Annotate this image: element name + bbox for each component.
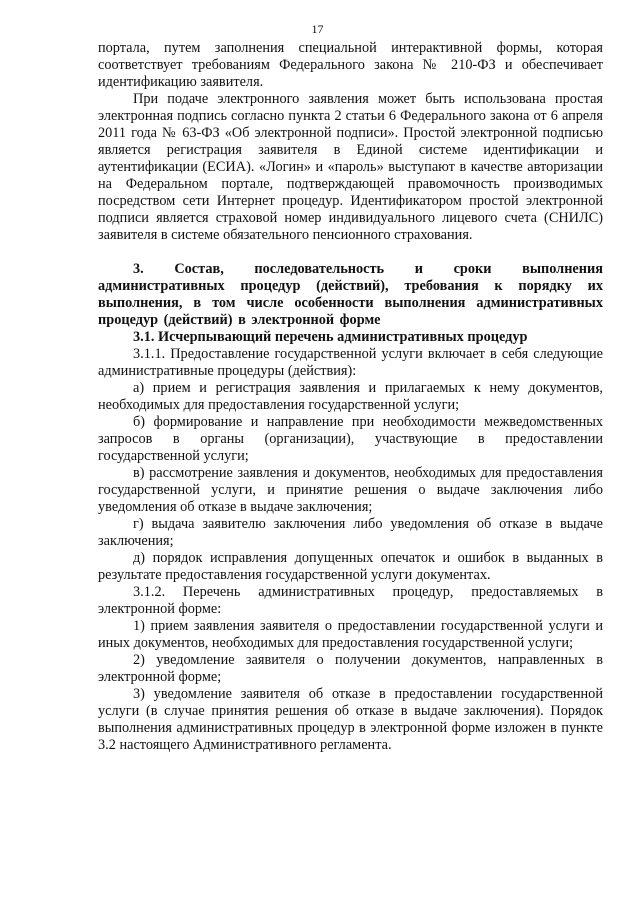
section-heading-3: 3. Состав, последовательность и сроки выполнения административных процедур (действий), требования к порядку их выполнения, в том числе особенности выполнения административных процедур (действий) в электронной форме	[98, 261, 603, 328]
list-item-2: 2) уведомление заявителя о получении документов, направленных в электронной форме;	[98, 652, 603, 685]
list-item-d: д) порядок исправления допущенных опечаток и ошибок в выданных в результате предоставления государственной услуги документах.	[98, 550, 603, 583]
list-item-a: а) прием и регистрация заявления и прилагаемых к нему документов, необходимых для предоставления государственной услуги;	[98, 380, 603, 413]
subsection-heading-3-1: 3.1. Исчерпывающий перечень административных процедур	[133, 329, 528, 345]
list-item-3: 3) уведомление заявителя об отказе в предоставлении государственной услуги (в случае принятия решения об отказе в выдаче заключения). Порядок выполнения административных процедур в электронной форме изложен в пункте 3.2 настоящего Административного регламента.	[98, 686, 603, 753]
document-body	[98, 40, 603, 754]
paragraph-electronic-signature: При подаче электронного заявления может быть использована простая электронная подпись согласно пункта 2 статьи 6 Федерального закона от 6 апреля 2011 года № 63-ФЗ «Об электронной подписи». Простой электронной подписью является регистрация заявителя в Единой системе идентификации и аутентификации (ЕСИА). «Логин» и «пароль» выступают в качестве авторизации на Федеральном портале, подтверждающей правомочность производимых посредством сети Интернет процедур. Идентификатором простой электронной подписи является страховой номер индивидуального лицевого счета (СНИЛС) заявителя в системе обязательного пенсионного страхования.	[98, 91, 603, 243]
paragraph-3-1-2: 3.1.2. Перечень административных процедур, предоставляемых в электронной форме:	[98, 584, 603, 617]
list-item-g: г) выдача заявителю заключения либо уведомления об отказе в выдаче заключения;	[98, 516, 603, 549]
list-item-b: б) формирование и направление при необходимости межведомственных запросов в органы (организации), участвующие в предоставлении государственной услуги;	[98, 414, 603, 464]
paragraph-portal-form: портала, путем заполнения специальной интерактивной формы, которая соответствует требованиям Федерального закона № 210-ФЗ и обеспечивает идентификацию заявителя.	[98, 40, 603, 90]
paragraph-3-1-1: 3.1.1. Предоставление государственной услуги включает в себя следующие административные процедуры (действия):	[98, 346, 603, 379]
list-item-1: 1) прием заявления заявителя о предоставлении государственной услуги и иных документов, необходимых для предоставления государственной услуги;	[98, 618, 603, 651]
page-number: 17	[311, 22, 324, 36]
list-item-v: в) рассмотрение заявления и документов, необходимых для предоставления государственной услуги, и принятие решения о выдаче заключения либо уведомления об отказе в выдаче заключения;	[98, 465, 603, 515]
